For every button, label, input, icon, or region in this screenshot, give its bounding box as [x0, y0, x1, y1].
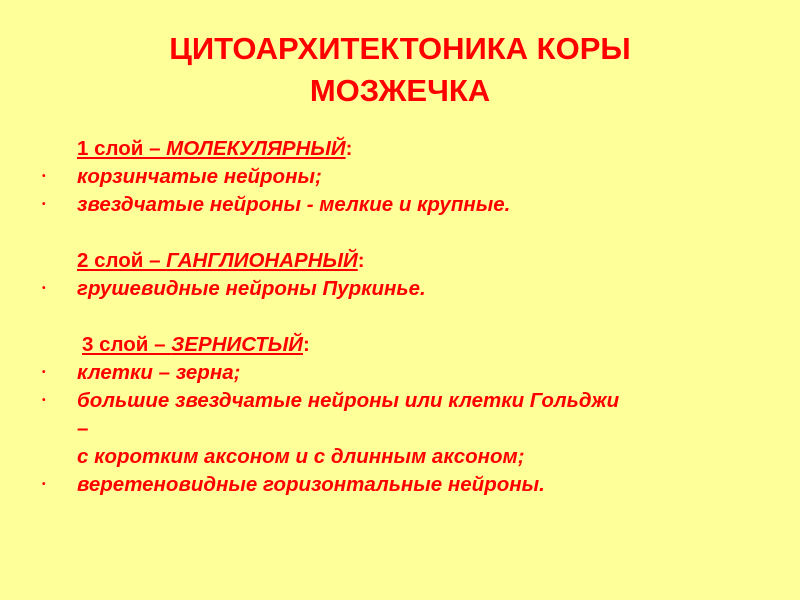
list-item-text: большие звездчатые нейроны или клетки Гольджи [77, 389, 620, 412]
layer-3-suffix: : [303, 333, 310, 356]
list-item-continuation [0, 443, 800, 471]
bullet-icon: • [42, 171, 46, 182]
list-item-text: корзинчатые нейроны; [77, 165, 322, 188]
layer-2-number: 2 слой – [77, 249, 167, 272]
list-item [0, 387, 800, 415]
title-line-1: ЦИТОАРХИТЕКТОНИКА КОРЫ [169, 31, 631, 66]
list-item-text: звездчатые нейроны - мелкие и крупные. [77, 193, 511, 216]
layer-2-suffix: : [357, 249, 365, 272]
slide-content [0, 135, 800, 499]
layer-1-suffix: : [345, 137, 353, 160]
layer-1-number: 1 слой – [77, 137, 167, 160]
list-item-text: грушевидные нейроны Пуркинье. [77, 277, 426, 300]
layer-1-name: МОЛЕКУЛЯРНЫЙ [166, 137, 346, 160]
bullet-icon: • [42, 199, 46, 210]
list-item [0, 163, 800, 191]
bullet-icon: • [42, 283, 46, 294]
list-item-continuation [0, 415, 800, 443]
list-item [0, 275, 800, 303]
layer-1-heading [0, 135, 800, 163]
layer-3-heading [0, 331, 800, 359]
spacer [0, 303, 800, 331]
list-item [0, 359, 800, 387]
layer-3-name: ЗЕРНИСТЫЙ [171, 333, 304, 356]
bullet-icon: • [42, 367, 46, 378]
list-item [0, 191, 800, 219]
layer-3-number: 3 слой – [82, 333, 172, 356]
layer-2-heading [0, 247, 800, 275]
bullet-icon: • [42, 479, 46, 490]
spacer [0, 219, 800, 247]
bullet-icon: • [42, 395, 46, 406]
list-item-text: клетки – зерна; [77, 361, 241, 384]
list-item [0, 471, 800, 499]
slide-title [0, 28, 800, 112]
layer-2-name: ГАНГЛИОНАРНЫЙ [166, 249, 358, 272]
list-item-text: веретеновидные горизонтальные нейроны. [77, 473, 545, 496]
list-item-text: – [77, 417, 89, 440]
title-line-2: МОЗЖЕЧКА [309, 73, 491, 108]
list-item-text: с коротким аксоном и с длинным аксоном; [77, 445, 525, 468]
